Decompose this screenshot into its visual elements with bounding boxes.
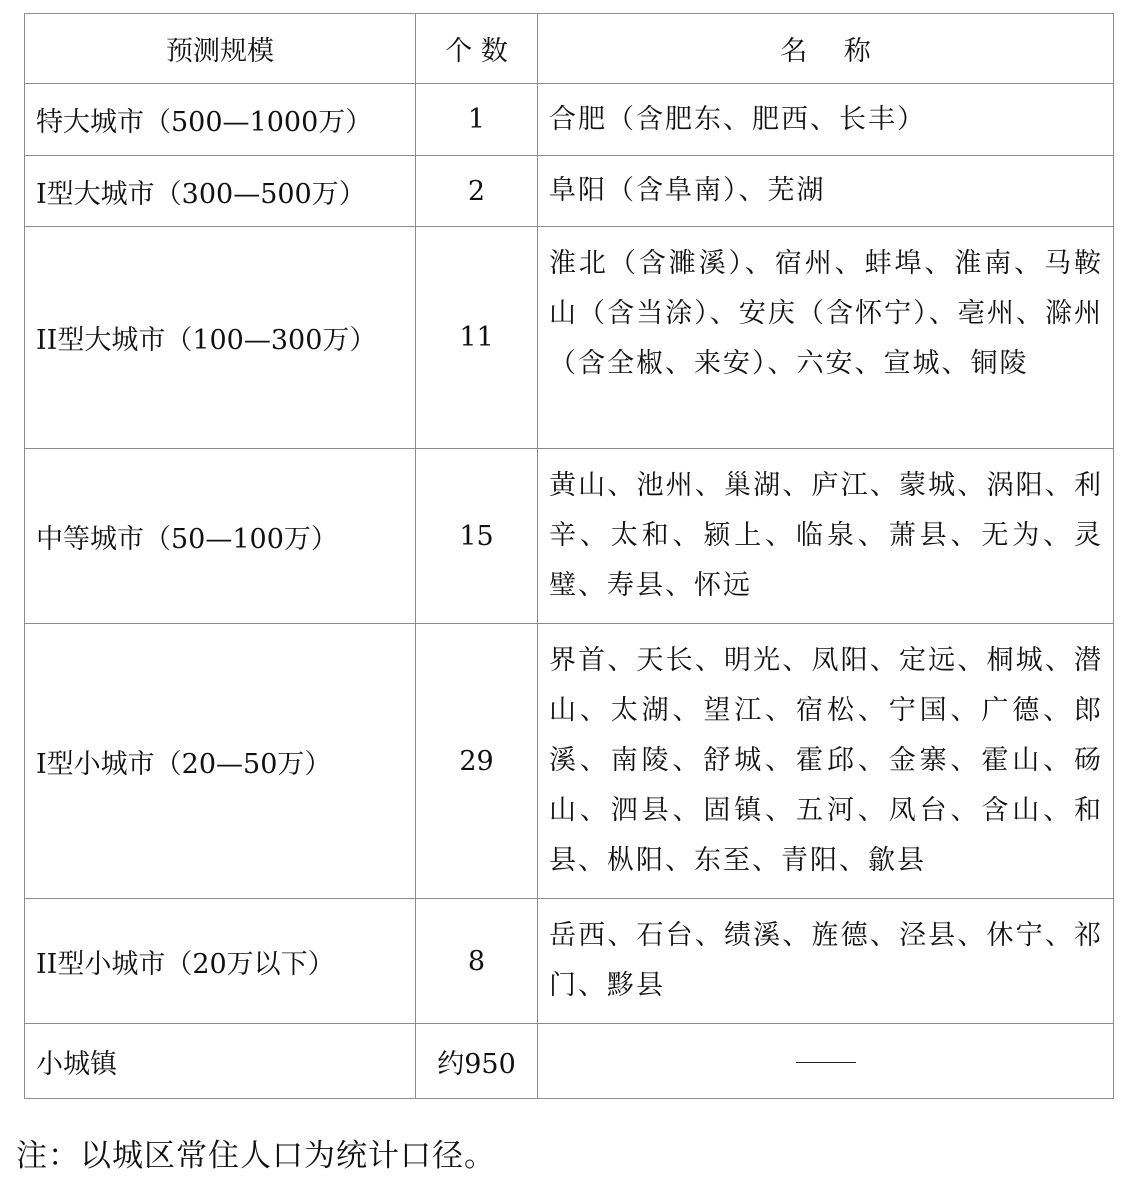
table-row: [25, 1024, 1114, 1099]
row-count: 11: [416, 227, 538, 449]
row-category: II型小城市（20万以下）: [25, 899, 416, 1024]
row-names: 界首、天长、明光、凤阳、定远、桐城、潜山、太湖、望江、宿松、宁国、广德、郎溪、南陵、舒城、霍邱、金寨、霍山、砀山、泗县、固镇、五河、凤台、含山、和县、枞阳、东至、青阳、歙县: [538, 624, 1114, 899]
table-row: [25, 227, 1114, 449]
row-names: 淮北（含濉溪）、宿州、蚌埠、淮南、马鞍山（含当涂）、安庆（含怀宁）、亳州、滁州（含全椒、来安）、六安、宣城、铜陵: [538, 227, 1114, 449]
row-count: 约950: [416, 1024, 538, 1099]
table-row: [25, 156, 1114, 227]
row-category: 特大城市（500—1000万）: [25, 84, 416, 156]
header-scale: 预测规模: [25, 14, 416, 84]
row-category: II型大城市（100—300万）: [25, 227, 416, 449]
row-names: 阜阳（含阜南）、芜湖: [538, 156, 1114, 227]
header-names: 名 称: [538, 14, 1114, 84]
row-names: 合肥（含肥东、肥西、长丰）: [538, 84, 1114, 156]
city-scale-table: [24, 13, 1114, 1099]
table-row: [25, 449, 1114, 624]
row-category: 中等城市（50—100万）: [25, 449, 416, 624]
row-count: 1: [416, 84, 538, 156]
row-names: 黄山、池州、巢湖、庐江、蒙城、涡阳、利辛、太和、颍上、临泉、萧县、无为、灵璧、寿县、怀远: [538, 449, 1114, 624]
table-row: [25, 624, 1114, 899]
row-count: 2: [416, 156, 538, 227]
row-names: 岳西、石台、绩溪、旌德、泾县、休宁、祁门、黟县: [538, 899, 1114, 1024]
table-row: [25, 84, 1114, 156]
row-category: I型大城市（300—500万）: [25, 156, 416, 227]
row-names-empty: [538, 1024, 1114, 1099]
header-count: 个 数: [416, 14, 538, 84]
row-category: I型小城市（20—50万）: [25, 624, 416, 899]
row-category: 小城镇: [25, 1024, 416, 1099]
dash-mark: [796, 1062, 856, 1063]
row-count: 29: [416, 624, 538, 899]
table-header-row: [25, 14, 1114, 84]
table-footnote: 注：以城区常住人口为统计口径。: [16, 1138, 496, 1174]
row-count: 15: [416, 449, 538, 624]
table-row: [25, 899, 1114, 1024]
row-count: 8: [416, 899, 538, 1024]
